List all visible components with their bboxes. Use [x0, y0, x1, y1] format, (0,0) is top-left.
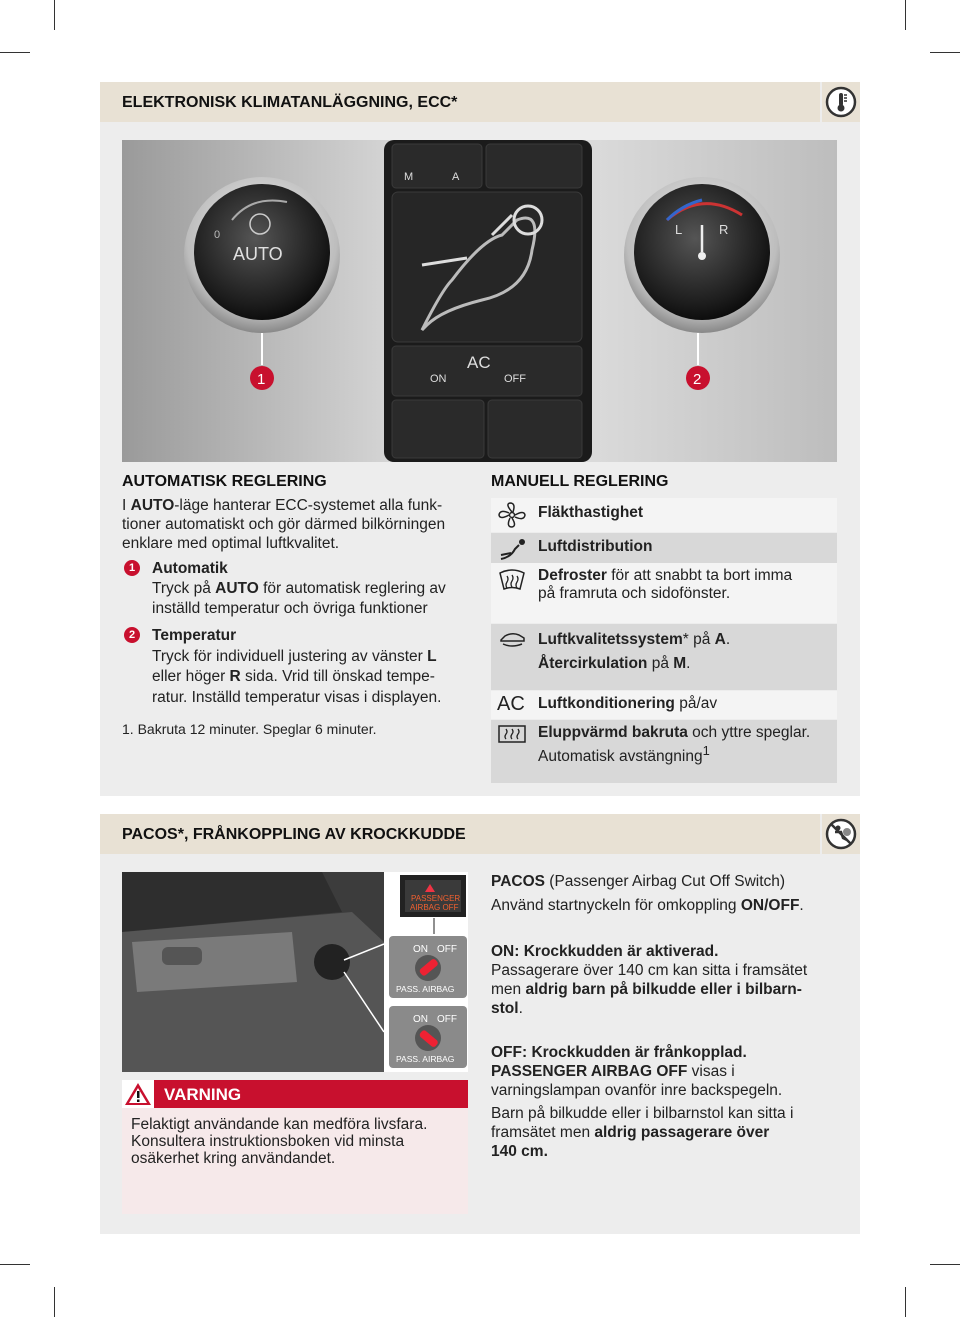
- pacos-photo: [122, 872, 468, 1072]
- climate-header-icon-box: [822, 82, 860, 122]
- callout-1: 1: [257, 371, 266, 388]
- item-number-2: 2: [124, 627, 140, 643]
- button-a-label: A: [452, 171, 460, 183]
- auto-heading: AUTOMATISK REGLERING: [122, 473, 327, 490]
- manual-row-ac: AC Luftkonditionering på/av: [491, 691, 837, 719]
- manual-row-fan: Fläkthastighet: [491, 498, 837, 532]
- fan-icon: [497, 502, 527, 528]
- manual-row-rear-heater: Eluppvärmd bakruta och yttre speglar. Automatisk avstängning$^1$: [491, 720, 837, 783]
- manual-row-defroster: Defroster för att snabbt ta bort imma på framruta och sidofönster.: [491, 563, 837, 623]
- ac-text-icon: AC: [497, 693, 525, 715]
- pacos-intro: PACOS (Passenger Airbag Cut Off Switch) Använd startnyckeln för omkoppling ON/OFF.: [491, 873, 804, 914]
- airbag-off-icon: [825, 818, 857, 850]
- air-distribution-icon: [497, 537, 527, 563]
- switch1-label: PASS. AIRBAG: [396, 984, 455, 994]
- defroster-icon: [497, 567, 527, 593]
- climate-header: [100, 82, 820, 122]
- warning-triangle-icon: [122, 1080, 154, 1108]
- item1-title: Automatik: [152, 560, 228, 577]
- crop-mark: [54, 1287, 55, 1317]
- pacos-off: OFF: Krockkudden är frånkopplad. PASSENGER AIRBAG OFF visas i varningslampan ovanför inre backspegeln. Barn på bilkudde eller i bilbarnstol kan sitta i framsätet men aldrig passagerare över 140 cm.: [491, 1044, 794, 1160]
- item2-title: Temperatur: [152, 627, 237, 644]
- ac-off-label: OFF: [504, 373, 526, 385]
- lamp-text-2: AIRBAG OFF: [410, 903, 459, 912]
- warning-text: Felaktigt användande kan medföra livsfara. Konsultera instruktionsboken vid minsta osäkerhet kring användandet.: [131, 1116, 428, 1167]
- ac-button-label: AC: [467, 353, 491, 372]
- climate-title: ELEKTRONISK KLIMATANLÄGGNING, ECC*: [122, 94, 458, 111]
- lamp-text-1: PASSENGER: [411, 894, 461, 903]
- crop-mark: [0, 1264, 30, 1265]
- button-m-label: M: [404, 171, 414, 183]
- footnote: 1. Bakruta 12 minuter. Speglar 6 minuter.: [122, 721, 377, 737]
- warning-title: VARNING: [164, 1085, 242, 1104]
- pacos-header-icon-box: [822, 814, 860, 854]
- crop-mark: [905, 0, 906, 30]
- pacos-on: ON: Krockkudden är aktiverad. Passagerare över 140 cm kan sitta i framsätet men aldrig barn på bilkudde eller i bilbarn- stol.: [491, 943, 808, 1017]
- knob-auto-label: AUTO: [233, 244, 283, 264]
- switch2-off: OFF: [437, 1014, 457, 1025]
- pacos-title: PACOS*, FRÅNKOPPLING AV KROCKKUDDE: [122, 826, 466, 843]
- warning-bar: [122, 1080, 468, 1108]
- crop-mark: [930, 52, 960, 53]
- air-quality-icon: [497, 626, 527, 652]
- knob-zero-label: 0: [214, 229, 221, 241]
- crop-mark: [54, 0, 55, 30]
- knob-left-l-label: L: [675, 222, 683, 237]
- switch1-on: ON: [413, 944, 428, 955]
- crop-mark: [905, 1287, 906, 1317]
- item-number-1: 1: [124, 560, 140, 576]
- switch2-on: ON: [413, 1014, 428, 1025]
- control-panel-photo: [122, 140, 837, 462]
- ac-on-label: ON: [430, 373, 447, 385]
- thermometer-icon: [825, 86, 857, 118]
- auto-intro: I AUTO-läge hanterar ECC-systemet alla funk- tioner automatiskt och gör därmed bilkörningen enklare med optimal luftkvalitet.: [122, 497, 446, 552]
- crop-mark: [930, 1264, 960, 1265]
- switch2-label: PASS. AIRBAG: [396, 1054, 455, 1064]
- manual-row-air-quality: Luftkvalitetssystem* på A. Återcirkulation på M.: [491, 624, 837, 690]
- switch1-off: OFF: [437, 944, 457, 955]
- rear-heater-icon: [497, 722, 527, 748]
- crop-mark: [0, 52, 30, 53]
- callout-2: 2: [693, 371, 702, 388]
- manual-heading: MANUELL REGLERING: [491, 473, 669, 490]
- manual-row-distribution: Luftdistribution: [491, 533, 837, 563]
- knob-right-r-label: R: [719, 222, 729, 237]
- pacos-header: [100, 814, 820, 854]
- warning-box: [122, 1080, 468, 1214]
